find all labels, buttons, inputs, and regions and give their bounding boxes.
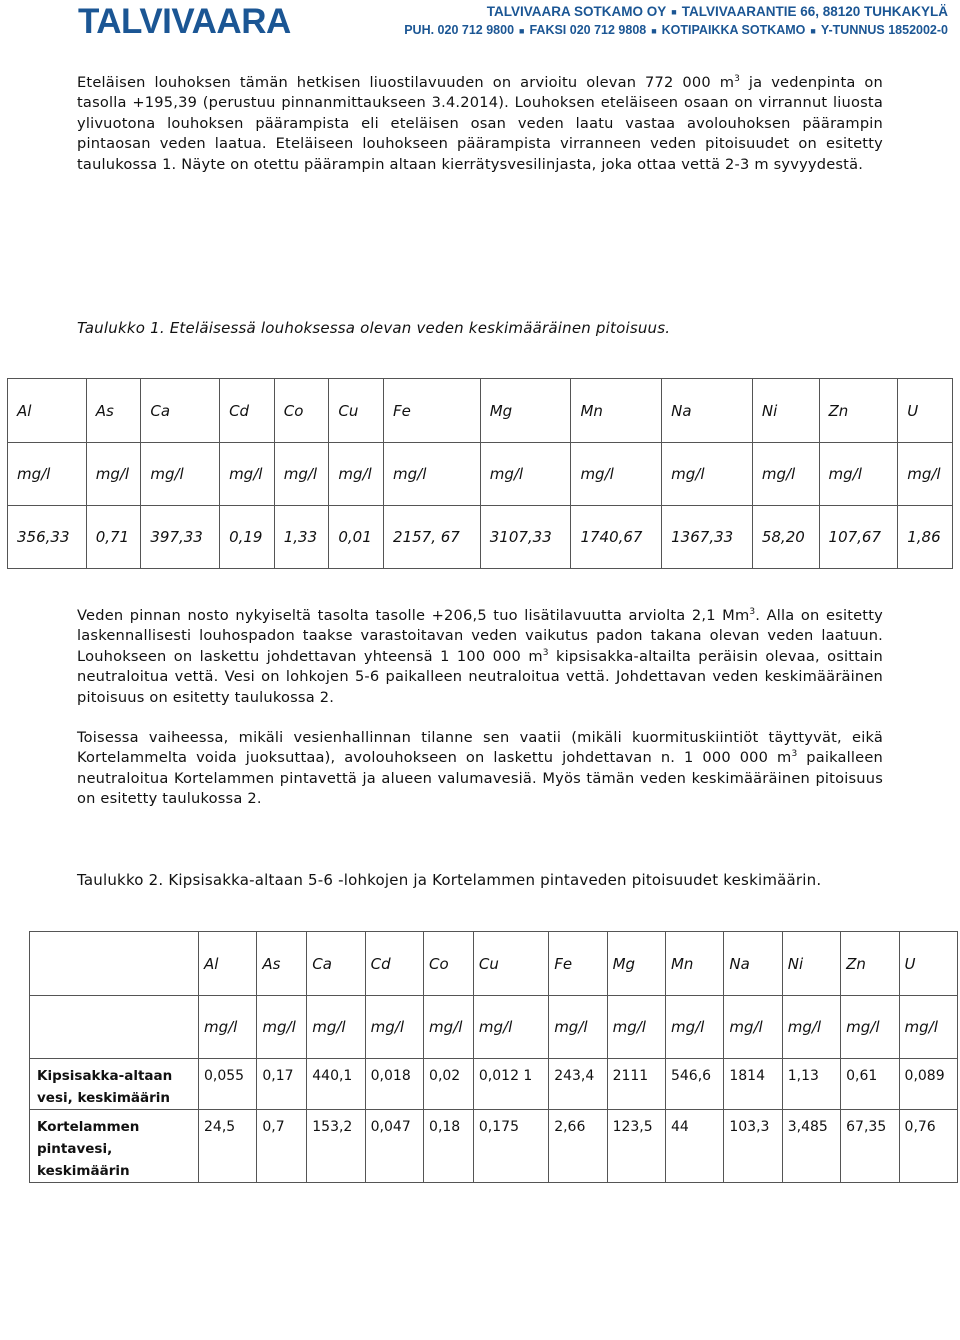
fax-number: FAKSI 020 712 9808: [529, 23, 647, 37]
unit-cell: mg/l: [819, 443, 898, 506]
value-cell: 1,13: [782, 1059, 840, 1110]
value-cell: 2157, 67: [384, 506, 481, 569]
table1-concentrations: [7, 378, 953, 569]
value-cell: 123,5: [607, 1110, 665, 1183]
value-cell: 0,018: [365, 1059, 423, 1110]
element-header-cell: Cd: [365, 932, 423, 996]
text: kipsisakka-altailta peräisin olevaa, osittain neutraloitua vettä. Vesi on lohkojen 5-6 paikalleen neutraloitua vettä. Johdettavan veden keskimääräinen pitoisuus on esitetty taulukossa 2.: [77, 647, 884, 706]
superscript: 3: [542, 647, 549, 658]
element-header-cell: Ni: [752, 379, 819, 443]
element-header-cell: Fe: [549, 932, 607, 996]
value-cell: 1,86: [898, 506, 953, 569]
value-cell: 0,19: [220, 506, 275, 569]
value-cell: 243,4: [549, 1059, 607, 1110]
table1-units-row: [8, 443, 953, 506]
unit-cell: mg/l: [549, 996, 607, 1059]
element-header-cell: Mg: [607, 932, 665, 996]
table1-header-row: [8, 379, 953, 443]
value-cell: 1367,33: [662, 506, 753, 569]
unit-cell: mg/l: [86, 443, 141, 506]
empty-corner-cell: [30, 932, 199, 996]
unit-cell: mg/l: [257, 996, 307, 1059]
value-cell: 356,33: [8, 506, 87, 569]
element-header-cell: Cd: [220, 379, 275, 443]
unit-cell: mg/l: [662, 443, 753, 506]
superscript: 3: [749, 607, 756, 617]
unit-cell: mg/l: [307, 996, 365, 1059]
company-address: TALVIVAARANTIE 66, 88120 TUHKAKYLÄ: [681, 4, 948, 19]
separator-bullet: ■: [651, 25, 657, 36]
value-cell: 0,055: [199, 1059, 257, 1110]
unit-cell: mg/l: [199, 996, 257, 1059]
element-header-cell: Co: [274, 379, 329, 443]
element-header-cell: Zn: [841, 932, 899, 996]
unit-cell: mg/l: [365, 996, 423, 1059]
value-cell: 44: [665, 1110, 723, 1183]
unit-cell: mg/l: [841, 996, 899, 1059]
unit-cell: mg/l: [274, 443, 329, 506]
value-cell: 0,02: [424, 1059, 474, 1110]
element-header-cell: Cu: [473, 932, 548, 996]
table2-caption: Taulukko 2. Kipsisakka-altaan 5-6 -lohkojen ja Kortelammen pintaveden pitoisuudet keskimäärin.: [77, 871, 822, 889]
domicile: KOTIPAIKKA SOTKAMO: [661, 23, 806, 37]
paragraph-water-level: [77, 606, 883, 708]
unit-cell: mg/l: [571, 443, 662, 506]
value-cell: 2111: [607, 1059, 665, 1110]
separator-bullet: ■: [519, 25, 525, 36]
company-name: TALVIVAARA SOTKAMO OY: [486, 4, 667, 19]
unit-cell: mg/l: [899, 996, 957, 1059]
value-cell: 1814: [724, 1059, 782, 1110]
text: ja vedenpinta on tasolla +195,39 (perustuu pinnanmittaukseen 3.4.2014). Louhoksen eteläiseen osaan on virrannut liuosta ylivuotona louhoksen päärampista eli eteläisen osan veden laatu vastaa avolouhoksen päärampin pintaosan veden laatua. Eteläiseen louhokseen päärampista virranneen veden pitoisuudet on esitetty taulukossa 1. Näyte on otettu päärampin altaan kierrätysvesilinjasta, joka ottaa vettä 2-3 m syvyydestä.: [77, 74, 883, 173]
unit-cell: mg/l: [8, 443, 87, 506]
value-cell: 0,61: [841, 1059, 899, 1110]
value-cell: 0,76: [899, 1110, 957, 1183]
unit-cell: mg/l: [141, 443, 220, 506]
table2-row-kortelampi: [30, 1110, 958, 1183]
text: Eteläisen louhoksen tämän hetkisen liuostilavuuden on arvioitu olevan 772 000 m: [77, 74, 735, 91]
value-cell: 546,6: [665, 1059, 723, 1110]
value-cell: 0,18: [424, 1110, 474, 1183]
table1-caption: Taulukko 1. Eteläisessä louhoksessa olevan veden keskimääräinen pitoisuus.: [77, 319, 671, 337]
element-header-cell: Zn: [819, 379, 898, 443]
letterhead: [0, 0, 960, 50]
paragraph-south-pit: [77, 73, 883, 175]
company-contact-line: [404, 23, 948, 37]
unit-cell: mg/l: [782, 996, 840, 1059]
unit-cell: mg/l: [665, 996, 723, 1059]
value-cell: 67,35: [841, 1110, 899, 1183]
element-header-cell: Mn: [571, 379, 662, 443]
table2-header-row: [30, 932, 958, 996]
company-logo: TALVIVAARA: [78, 2, 291, 41]
element-header-cell: Ca: [141, 379, 220, 443]
element-header-cell: Na: [724, 932, 782, 996]
value-cell: 0,7: [257, 1110, 307, 1183]
element-header-cell: Mn: [665, 932, 723, 996]
value-cell: 0,175: [473, 1110, 548, 1183]
company-address-line: [487, 4, 948, 19]
value-cell: 0,17: [257, 1059, 307, 1110]
text: paikalleen neutraloitua Kortelammen pintavettä ja alueen valumavesiä. Myös tämän veden keskimääräinen pitoisuus on esitetty taulukossa 2.: [77, 749, 883, 808]
value-cell: 103,3: [724, 1110, 782, 1183]
element-header-cell: Ni: [782, 932, 840, 996]
value-cell: 440,1: [307, 1059, 365, 1110]
unit-cell: mg/l: [384, 443, 481, 506]
element-header-cell: Al: [8, 379, 87, 443]
value-cell: 3,485: [782, 1110, 840, 1183]
element-header-cell: Al: [199, 932, 257, 996]
value-cell: 397,33: [141, 506, 220, 569]
value-cell: 3107,33: [480, 506, 571, 569]
unit-cell: mg/l: [607, 996, 665, 1059]
table1-values-row: [8, 506, 953, 569]
value-cell: 0,71: [86, 506, 141, 569]
element-header-cell: Ca: [307, 932, 365, 996]
unit-cell: mg/l: [724, 996, 782, 1059]
value-cell: 0,047: [365, 1110, 423, 1183]
element-header-cell: Na: [662, 379, 753, 443]
phone-number: PUH. 020 712 9800: [404, 23, 515, 37]
element-header-cell: Mg: [480, 379, 571, 443]
superscript: 3: [791, 749, 798, 760]
business-id: Y-TUNNUS 1852002-0: [820, 23, 948, 37]
element-header-cell: As: [257, 932, 307, 996]
element-header-cell: U: [899, 932, 957, 996]
paragraph-second-phase: [77, 728, 883, 810]
unit-cell: mg/l: [752, 443, 819, 506]
row-label-cell: Kortelammen pintavesi, keskimäärin: [30, 1110, 199, 1183]
unit-cell: mg/l: [424, 996, 474, 1059]
value-cell: 0,012 1: [473, 1059, 548, 1110]
value-cell: 153,2: [307, 1110, 365, 1183]
value-cell: 1740,67: [571, 506, 662, 569]
unit-cell: mg/l: [473, 996, 548, 1059]
text: Toisessa vaiheessa, mikäli vesienhallinnan tilanne sen vaatii (mikäli kuormituskiintiöt täyttyvät, eikä Kortelammelta voida juoksuttaa), avolouhokseen on laskettu johdettavan n. 1 000 000 m: [77, 729, 883, 767]
element-header-cell: Fe: [384, 379, 481, 443]
element-header-cell: Co: [424, 932, 474, 996]
element-header-cell: As: [86, 379, 141, 443]
element-header-cell: Cu: [329, 379, 384, 443]
value-cell: 0,01: [329, 506, 384, 569]
empty-corner-cell: [30, 996, 199, 1059]
separator-bullet: ■: [810, 25, 816, 36]
unit-cell: mg/l: [898, 443, 953, 506]
value-cell: 107,67: [819, 506, 898, 569]
table2-row-gypsum-pond: [30, 1059, 958, 1110]
text: Veden pinnan nosto nykyiseltä tasolta tasolle +206,5 tuo lisätilavuutta arviolta 2,1 Mm: [77, 607, 750, 624]
superscript: 3: [734, 74, 741, 84]
value-cell: 1,33: [274, 506, 329, 569]
unit-cell: mg/l: [329, 443, 384, 506]
value-cell: 58,20: [752, 506, 819, 569]
element-header-cell: U: [898, 379, 953, 443]
value-cell: 2,66: [549, 1110, 607, 1183]
value-cell: 0,089: [899, 1059, 957, 1110]
table2-units-row: [30, 996, 958, 1059]
row-label-cell: Kipsisakka-altaan vesi, keskimäärin: [30, 1059, 199, 1110]
text: . Alla on esitetty laskennallisesti louhospadon taakse varastoitavan veden vaikutus padon takana olevan veden laatuun. Louhokseen on laskettu johdettavan yhteensä 1 100 000 m: [77, 607, 883, 665]
table2-concentrations: [29, 931, 958, 1183]
unit-cell: mg/l: [220, 443, 275, 506]
unit-cell: mg/l: [480, 443, 571, 506]
separator-bullet: ■: [671, 7, 677, 18]
value-cell: 24,5: [199, 1110, 257, 1183]
